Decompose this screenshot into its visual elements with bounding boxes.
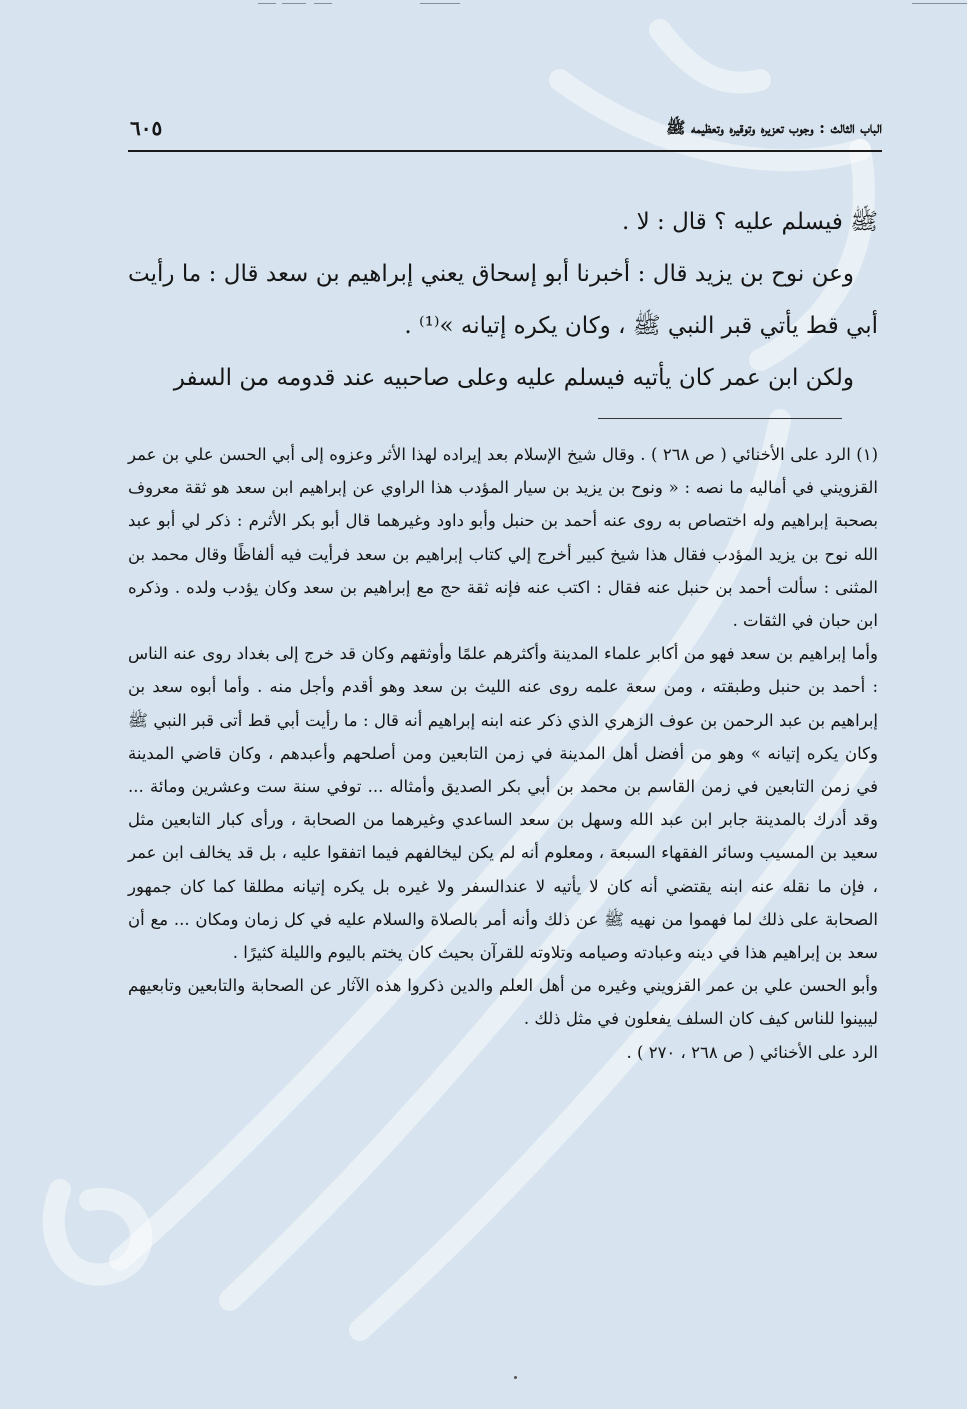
footnote — [128, 438, 878, 1069]
chapter-title: الباب الثالث : وجوب تعزيره وتوقيره وتعظيمه ﷺ — [666, 118, 882, 137]
header-divider — [128, 150, 882, 152]
main-paragraph: وعن نوح بن يزيد قال : أخبرنا أبو إسحاق يعني إبراهيم بن سعد قال : ما رأيت أبي قط يأتي قبر النبي ﷺ ، وكان يكره إتيانه »⁽¹⁾ . — [128, 261, 878, 339]
page-header — [130, 118, 882, 148]
footnote-separator — [598, 418, 842, 419]
top-edge-marks — [0, 0, 967, 9]
page-number: ٦٠٥ — [130, 116, 163, 140]
main-paragraph: ﷺ فيسلم عليه ؟ قال : لا . — [621, 209, 878, 235]
main-paragraph: ولكن ابن عمر كان يأتيه فيسلم عليه وعلى صاحبيه عند قدومه من السفر — [173, 365, 854, 391]
footnote-paragraph: وأما إبراهيم بن سعد فهو من أكابر علماء المدينة وأكثرهم علمًا وأوثقهم وكان قد خرج إلى بغداد روى عنه الناس : أحمد بن حنبل وطبقته ، ومن سعة علمه روى عنه الليث بن سعد وهو أقدم وأجل منه . وأما أبوه سعد بن إبراهيم بن عبد الرحمن بن عوف الزهري الذي ذكر عنه ابنه إبراهيم أنه قال : ما رأيت أبي قط أتى قبر النبي ﷺ وكان يكره إتيانه » وهو من أفضل أهل المدينة في زمن التابعين ومن أصلحهم وأعبدهم ، وكان قاضي المدينة في زمن التابعين في زمن القاسم بن محمد بن أبي بكر الصديق وأمثاله ... توفي سنة ست وعشرين ومائة ... وقد أدرك بالمدينة جابر ابن عبد الله وسهل بن سعد الساعدي وغيرهما من الصحابة ، ورأى كبار التابعين مثل سعيد بن المسيب وسائر الفقهاء السبعة ، ومعلوم أنه لم يكن ليخالفهم فيما اتفقوا عليه ، بل قد يخالف ابن عمر ، فإن ما نقله عنه ابنه يقتضي أنه كان لا يأتيه لا عندالسفر ولا غيره بل يكره إتيانه مطلقا كما كان جمهور الصحابة على ذلك لما فهموا من نهيه ﷺ عن ذلك وأنه أمر بالصلاة والسلام عليه في كل زمان ومكان ... مع أن سعد بن إبراهيم هذا في دينه وعبادته وصيامه وتلاوته للقرآن بحيث كان يختم باليوم والليلة كثيرًا . — [128, 644, 878, 963]
main-text — [128, 196, 878, 404]
footnote-paragraph: وأبو الحسن علي بن عمر القزويني وغيره من أهل العلم والدين ذكروا هذه الآثار عن الصحابة والتابعين وتابعيهم ليبينوا للناس كيف كان السلف يفعلون في مثل ذلك . — [128, 976, 878, 1029]
scan-dot — [514, 1376, 517, 1379]
footnote-reference: الرد على الأخنائي ( ص ٢٦٨ ، ٢٧٠ ) . — [626, 1042, 878, 1062]
footnote-paragraph: (١) الرد على الأخنائي ( ص ٢٦٨ ) . وقال شيخ الإسلام بعد إيراده لهذا الأثر وعزوه إلى أبي الحسن علي بن عمر القزويني في أماليه ما نصه : « ونوح بن يزيد بن سيار المؤدب هذا الراوي عن إبراهيم ابن سعد هو ثقة معروف بصحبة إبراهيم وله اختصاص به روى عنه أحمد بن حنبل وأبو داود وغيرهما قال أبو بكر الأثرم : ذكر لي أبو عبد الله نوح بن يزيد المؤدب فقال هذا شيخ كبير أخرج إلي كتاب إبراهيم بن سعد فرأيت فيه ألفاظًا وقال محمد بن المثنى : سألت أحمد بن حنبل عنه فقال : اكتب عنه فإنه ثقة حج مع إبراهيم بن سعد وكان يؤدب ولده . وذكره ابن حبان في الثقات . — [128, 445, 878, 631]
